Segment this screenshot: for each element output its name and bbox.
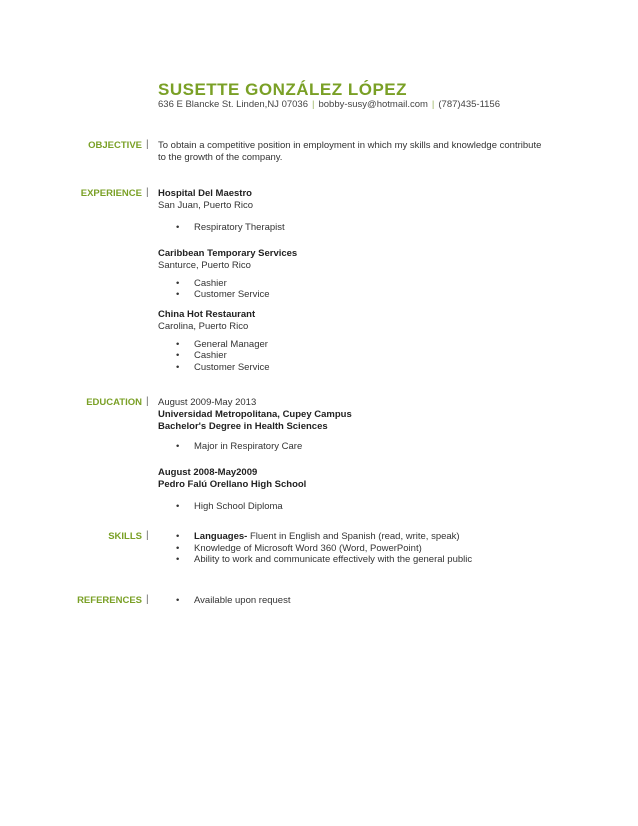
bullet-icon: • xyxy=(176,350,180,361)
section-label-references: REFERENCES xyxy=(77,595,142,606)
bullet-icon: • xyxy=(176,361,180,373)
applicant-name: SUSETTE GONZÁLEZ LÓPEZ xyxy=(158,80,408,99)
bullet-icon: • xyxy=(176,595,180,606)
school-name: Universidad Metropolitana, Cupey Campus xyxy=(158,409,352,420)
employer-name: China Hot Restaurant xyxy=(158,308,256,320)
list-item: • Major in Respiratory Care xyxy=(176,441,303,452)
email[interactable]: bobby-susy@hotmail.com xyxy=(318,99,428,110)
employer-location: Carolina, Puerto Rico xyxy=(158,320,249,332)
list-item xyxy=(158,531,568,543)
role-list xyxy=(158,339,568,374)
bullet-icon: • xyxy=(176,441,180,452)
list-item: • General Manager xyxy=(176,338,268,350)
section-label-experience: EXPERIENCE xyxy=(80,188,142,199)
address: 636 E Blancke St. Linden,NJ 07036 xyxy=(158,99,308,110)
list-item: • High School Diploma xyxy=(176,500,283,512)
separator: | xyxy=(312,99,315,110)
bullet-icon: • xyxy=(176,338,180,350)
languages-text: Fluent in English and Spanish (read, write, speak) xyxy=(247,531,460,542)
objective-line: to the growth of the company. xyxy=(158,152,283,163)
bullet-icon: • xyxy=(176,289,180,300)
references-list xyxy=(158,595,568,607)
reference-list xyxy=(158,595,568,607)
role-list xyxy=(158,222,568,234)
education-detail-list xyxy=(158,501,568,513)
bullet-icon: • xyxy=(176,500,180,512)
phone: (787)435-1156 xyxy=(438,99,500,110)
list-item: • Respiratory Therapist xyxy=(176,222,285,233)
job-entry xyxy=(158,248,568,301)
employer-name: Hospital Del Maestro xyxy=(158,188,252,199)
bullet-icon: • xyxy=(176,554,180,565)
list-item: • Customer Service xyxy=(176,289,270,300)
employer-location: San Juan, Puerto Rico xyxy=(158,200,254,211)
skills-list xyxy=(158,531,568,566)
education-detail-list xyxy=(158,441,568,453)
separator: | xyxy=(431,99,435,110)
section-divider: | xyxy=(146,187,149,198)
school-name: Pedro Falú Orellano High School xyxy=(158,478,307,490)
objective-text xyxy=(158,140,568,164)
bullet-icon: • xyxy=(176,531,180,542)
school-dates: August 2009-May 2013 xyxy=(158,397,257,408)
bullet-icon: • xyxy=(176,277,180,289)
list-item: • Ability to work and communicate effectively with the general public xyxy=(176,554,473,565)
contact-line xyxy=(158,99,500,110)
section-divider: | xyxy=(146,396,149,407)
employer-location: Santurce, Puerto Rico xyxy=(158,259,251,271)
job-entry xyxy=(158,188,568,234)
list-item: • Cashier xyxy=(176,277,227,289)
list-item: • Knowledge of Microsoft Word 360 (Word, PowerPoint) xyxy=(176,542,422,554)
languages-label: Languages- xyxy=(194,531,248,542)
list-item: • Available upon request xyxy=(176,595,291,606)
bullet-icon: • xyxy=(176,222,180,233)
school-entry xyxy=(158,467,568,513)
section-divider: | xyxy=(146,594,149,605)
section-label-objective: OBJECTIVE xyxy=(88,140,142,151)
job-entry xyxy=(158,309,568,374)
experience-list xyxy=(158,188,568,381)
section-label-skills: SKILLS xyxy=(108,531,142,542)
section-divider: | xyxy=(146,139,149,150)
school-entry xyxy=(158,397,568,453)
objective-line: To obtain a competitive position in employment in which my skills and knowledge contribute xyxy=(158,140,542,151)
section-divider: | xyxy=(146,530,149,541)
list-item: • Customer Service xyxy=(176,361,270,373)
section-label-education: EDUCATION xyxy=(86,397,142,408)
bullet-icon: • xyxy=(176,542,180,554)
list-item: • Cashier xyxy=(176,350,227,361)
skill-list xyxy=(158,531,568,566)
school-dates: August 2008-May2009 xyxy=(158,466,258,478)
role-list xyxy=(158,278,568,301)
degree-name: Bachelor's Degree in Health Sciences xyxy=(158,421,328,432)
education-list xyxy=(158,397,568,520)
employer-name: Caribbean Temporary Services xyxy=(158,247,298,259)
